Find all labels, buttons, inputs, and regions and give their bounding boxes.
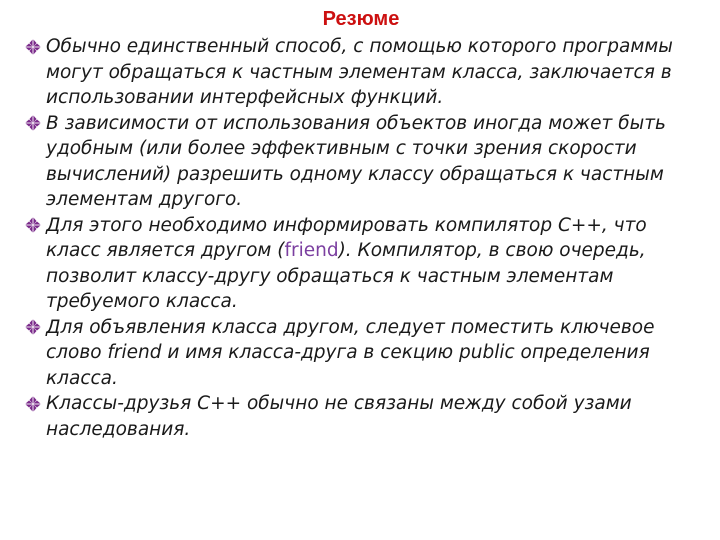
bullet-item <box>24 111 696 213</box>
checkerboard-diamond-icon <box>24 34 46 59</box>
bullet-text: Классы-друзья С++ обычно не связаны между собой узами наследования. <box>46 393 632 440</box>
bullet-item <box>24 315 696 392</box>
checkerboard-diamond-icon <box>24 315 46 340</box>
bullet-text-part: ). Компилятор, в свою очередь, позволит классу-другу обращаться к частным элементам требуемого класса. <box>46 240 646 312</box>
bullet-item <box>24 391 696 442</box>
slide-title: Резюме <box>322 8 400 30</box>
bullet-text: Для объявления класса другом, следует поместить ключевое слово friend и имя класса-друга в секцию public определения класса. <box>46 316 655 389</box>
bullet-item <box>24 213 696 315</box>
bullet-item <box>24 34 696 111</box>
bullet-text <box>46 213 696 315</box>
bullet-text: В зависимости от использования объектов иногда может быть удобным (или более эффективным с точки зрения скорости вычислений) разрешить одному классу обращаться к частным элементам другого. <box>46 112 666 210</box>
checkerboard-diamond-icon <box>24 111 46 136</box>
friend-keyword: friend <box>284 240 339 261</box>
checkerboard-diamond-icon <box>24 391 46 416</box>
checkerboard-diamond-icon <box>24 213 46 238</box>
bullet-list <box>24 34 696 442</box>
bullet-text-part: Для этого необходимо информировать компилятор С++, что класс является другом ( <box>46 214 647 261</box>
bullet-text: Обычно единственный способ, с помощью которого программы могут обращаться к частным элементам класса, заключается в использовании интерфейсных функций. <box>46 36 673 108</box>
